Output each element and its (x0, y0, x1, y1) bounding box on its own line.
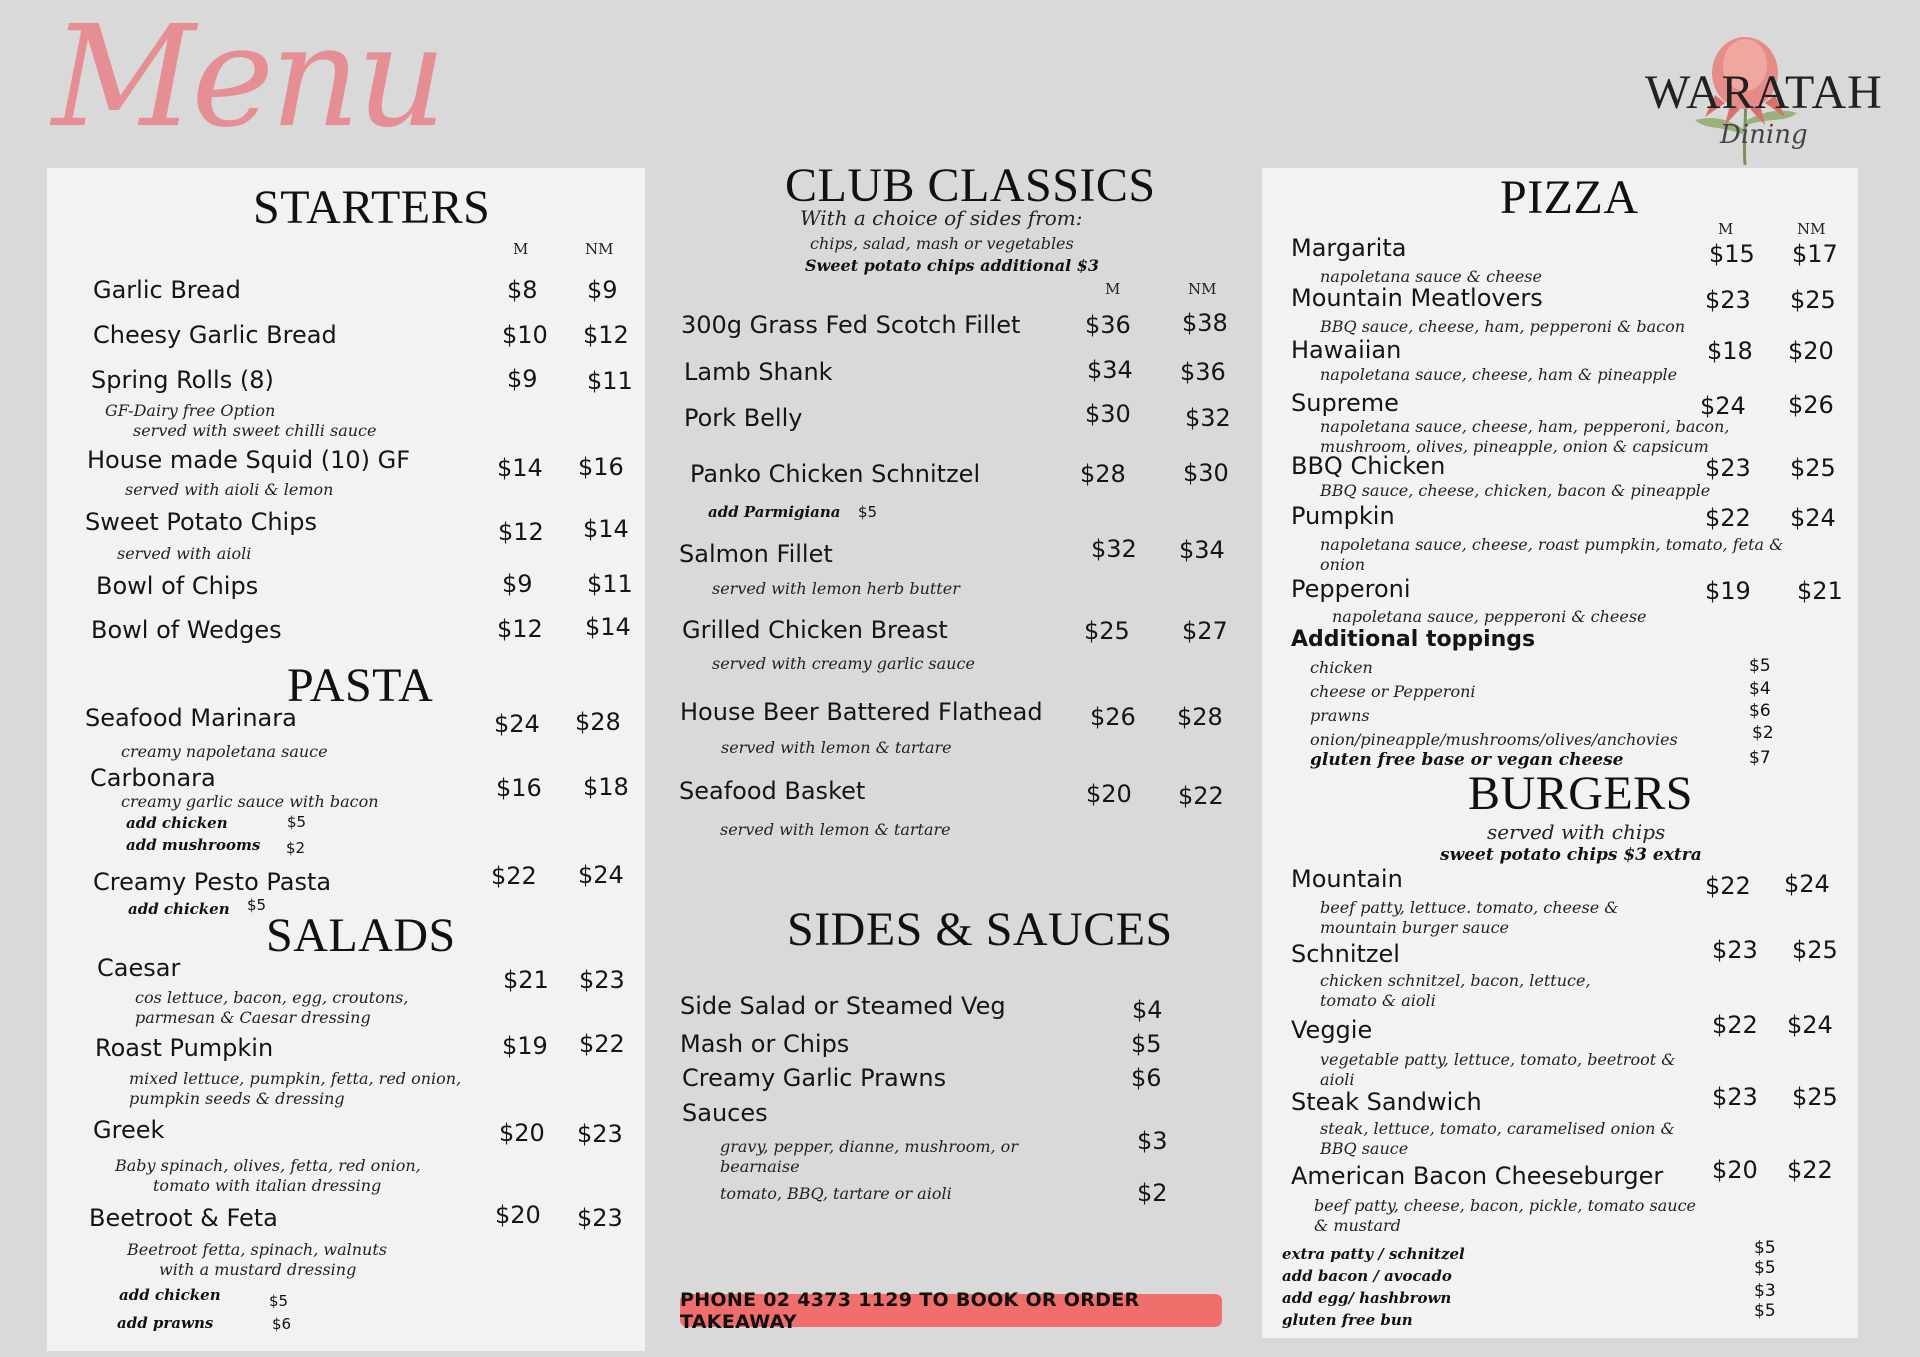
item-name: Veggie (1291, 1016, 1373, 1044)
item-note: pumpkin seeds & dressing (129, 1089, 345, 1108)
item-name: Panko Chicken Schnitzel (690, 460, 981, 488)
item-note: mushroom, olives, pineapple, onion & capsicum (1320, 437, 1709, 456)
price-m: $25 (1084, 617, 1130, 645)
item-note: tomato & aioli (1320, 991, 1436, 1010)
item-note: creamy garlic sauce with bacon (121, 792, 379, 811)
price-m: $28 (1080, 460, 1126, 488)
price-nm: $24 (1790, 504, 1836, 532)
item-price: $6 (1131, 1064, 1162, 1092)
price-m: $23 (1712, 936, 1758, 964)
item-note: parmesan & Caesar dressing (135, 1008, 371, 1027)
price-m: $24 (1700, 392, 1746, 420)
price-m: $21 (503, 966, 549, 994)
price-nm: $14 (585, 613, 631, 641)
club-subtitle: With a choice of sides from: (800, 206, 1083, 230)
price-nm: $14 (583, 515, 629, 543)
item-name: Beetroot & Feta (89, 1204, 278, 1232)
price-m: $18 (1707, 337, 1753, 365)
item-note: mountain burger sauce (1320, 918, 1510, 937)
topping-price: $7 (1749, 748, 1771, 768)
extra-price: $5 (1754, 1301, 1776, 1321)
extra-price: $5 (1754, 1238, 1776, 1258)
item-name: Greek (93, 1116, 165, 1144)
menu-title: Menu (52, 0, 443, 159)
item-name: House made Squid (10) GF (87, 446, 411, 474)
item-name: American Bacon Cheeseburger (1291, 1162, 1664, 1190)
item-name: Schnitzel (1291, 940, 1400, 968)
item-name: Seafood Basket (679, 777, 866, 805)
item-note: BBQ sauce, cheese, chicken, bacon & pineapple (1320, 481, 1711, 500)
price-nm: $28 (1177, 703, 1223, 731)
item-name: Mountain (1291, 865, 1403, 893)
item-price: $4 (1132, 996, 1163, 1024)
item-name: Hawaiian (1291, 336, 1402, 364)
item-note: aioli (1320, 1070, 1355, 1089)
price-nm: $18 (583, 773, 629, 801)
sides-heading: SIDES & SAUCES (787, 903, 1173, 956)
item-note: served with lemon & tartare (720, 820, 951, 839)
extra-label: gluten free bun (1282, 1311, 1413, 1329)
price-nm: $25 (1790, 454, 1836, 482)
item-name: Supreme (1291, 389, 1399, 417)
price-nm: $24 (1784, 870, 1830, 898)
price-nm: $30 (1183, 459, 1229, 487)
item-note: napoletana sauce & cheese (1320, 267, 1542, 286)
sauce-note: gravy, pepper, dianne, mushroom, or (720, 1137, 1018, 1156)
item-note: Beetroot fetta, spinach, walnuts (127, 1240, 387, 1259)
addon-price: $5 (858, 503, 878, 521)
addon-label: add mushrooms (126, 836, 261, 854)
price-nm: $11 (587, 367, 633, 395)
price-nm: $16 (578, 453, 624, 481)
item-note: Baby spinach, olives, fetta, red onion, (115, 1156, 421, 1175)
item-name: Lamb Shank (684, 358, 833, 386)
price-nm: $25 (1790, 286, 1836, 314)
item-note: steak, lettuce, tomato, caramelised onion & (1320, 1119, 1675, 1138)
addon-price: $2 (286, 839, 306, 857)
topping-label: onion/pineapple/mushrooms/olives/anchovies (1310, 730, 1678, 749)
price-m: $19 (502, 1032, 548, 1060)
toppings-heading: Additional toppings (1291, 627, 1536, 652)
price-m: $23 (1705, 454, 1751, 482)
pizza-m-header: M (1718, 220, 1734, 238)
sauce-price: $3 (1137, 1127, 1168, 1155)
price-m: $12 (498, 518, 544, 546)
addon-label: add chicken (119, 1286, 221, 1304)
price-m: $10 (502, 321, 548, 349)
item-name: Creamy Garlic Prawns (682, 1064, 947, 1092)
extra-label: add egg/ hashbrown (1282, 1289, 1452, 1307)
item-name: Sweet Potato Chips (85, 508, 317, 536)
item-note: vegetable patty, lettuce, tomato, beetroot & (1320, 1050, 1676, 1069)
price-m: $22 (1705, 872, 1751, 900)
addon-price: $5 (287, 813, 307, 831)
club-nm-header: NM (1188, 280, 1217, 298)
price-nm: $20 (1788, 337, 1834, 365)
price-nm: $22 (1787, 1156, 1833, 1184)
item-name: House Beer Battered Flathead (680, 698, 1043, 726)
price-m: $20 (1086, 780, 1132, 808)
price-m: $20 (495, 1201, 541, 1229)
price-nm: $28 (575, 708, 621, 736)
club-sweet-potato-note: Sweet potato chips additional $3 (805, 256, 1099, 275)
item-name: Garlic Bread (93, 276, 241, 304)
price-m: $22 (491, 862, 537, 890)
salads-heading: SALADS (266, 909, 456, 962)
item-name: Mountain Meatlovers (1291, 284, 1543, 312)
topping-price: $6 (1749, 701, 1771, 721)
topping-price: $2 (1752, 723, 1774, 743)
price-m: $24 (494, 710, 540, 738)
price-m: $22 (1712, 1011, 1758, 1039)
item-note: served with sweet chilli sauce (133, 421, 377, 440)
item-price: $5 (1131, 1030, 1162, 1058)
item-note: BBQ sauce, cheese, ham, pepperoni & bacon (1320, 317, 1686, 336)
price-nm: $22 (1178, 782, 1224, 810)
item-note: served with aioli (117, 544, 252, 563)
phone-banner: PHONE 02 4373 1129 TO BOOK OR ORDER TAKEAWAY (680, 1294, 1222, 1327)
price-m: $15 (1709, 240, 1755, 268)
price-nm: $22 (579, 1030, 625, 1058)
addon-label: add chicken (126, 814, 228, 832)
topping-label: chicken (1310, 658, 1373, 677)
right-column (1262, 168, 1858, 1338)
burgers-sweet-potato-note: sweet potato chips $3 extra (1440, 845, 1702, 865)
addon-price: $6 (272, 1315, 292, 1333)
extra-label: add bacon / avocado (1282, 1267, 1452, 1285)
club-sides-note: chips, salad, mash or vegetables (810, 234, 1074, 253)
item-note: served with creamy garlic sauce (712, 654, 975, 673)
item-note: tomato with italian dressing (153, 1176, 382, 1195)
price-m: $8 (507, 276, 538, 304)
price-nm: $24 (1787, 1011, 1833, 1039)
item-note: onion (1320, 555, 1365, 574)
item-name: Carbonara (90, 764, 216, 792)
price-nm: $12 (583, 321, 629, 349)
price-m: $36 (1085, 311, 1131, 339)
price-nm: $27 (1182, 617, 1228, 645)
sauces-label: Sauces (682, 1099, 768, 1127)
price-m: $22 (1705, 504, 1751, 532)
item-name: Caesar (97, 954, 181, 982)
price-nm: $36 (1180, 358, 1226, 386)
addon-price: $5 (247, 896, 267, 914)
sauce-note: tomato, BBQ, tartare or aioli (720, 1184, 952, 1203)
item-name: Margarita (1291, 234, 1407, 262)
starters-m-header: M (513, 240, 529, 258)
starters-nm-header: NM (585, 240, 614, 258)
item-name: Side Salad or Steamed Veg (680, 992, 1006, 1020)
price-m: $26 (1090, 703, 1136, 731)
price-nm: $34 (1179, 536, 1225, 564)
pizza-heading: PIZZA (1500, 171, 1639, 224)
pizza-nm-header: NM (1797, 220, 1826, 238)
club-classics-heading: CLUB CLASSICS (785, 159, 1156, 212)
item-note: BBQ sauce (1320, 1139, 1409, 1158)
item-note: served with aioli & lemon (125, 480, 334, 499)
item-name: Spring Rolls (8) (91, 366, 274, 394)
item-name: Pepperoni (1291, 575, 1411, 603)
price-nm: $21 (1797, 577, 1843, 605)
item-name: Creamy Pesto Pasta (93, 868, 332, 896)
waratah-logo (1640, 25, 1900, 175)
price-m: $19 (1705, 577, 1751, 605)
topping-label: gluten free base or vegan cheese (1310, 750, 1624, 770)
price-nm: $9 (587, 276, 618, 304)
price-m: $16 (496, 774, 542, 802)
left-column (47, 168, 645, 1351)
item-note: served with lemon herb butter (712, 579, 960, 598)
price-m: $32 (1091, 535, 1137, 563)
item-note: chicken schnitzel, bacon, lettuce, (1320, 971, 1591, 990)
price-m: $20 (1712, 1156, 1758, 1184)
price-nm: $23 (579, 966, 625, 994)
price-nm: $25 (1792, 1083, 1838, 1111)
item-note: mixed lettuce, pumpkin, fetta, red onion, (129, 1069, 462, 1088)
price-m: $23 (1705, 286, 1751, 314)
extra-label: extra patty / schnitzel (1282, 1245, 1465, 1263)
price-nm: $25 (1792, 936, 1838, 964)
price-nm: $17 (1792, 240, 1838, 268)
item-note: cos lettuce, bacon, egg, croutons, (135, 988, 409, 1007)
topping-label: prawns (1310, 706, 1370, 725)
extra-price: $5 (1754, 1258, 1776, 1278)
item-name: Grilled Chicken Breast (682, 616, 948, 644)
price-m: $23 (1712, 1083, 1758, 1111)
price-m: $9 (507, 365, 538, 393)
item-name: Cheesy Garlic Bread (93, 321, 337, 349)
price-m: $30 (1085, 400, 1131, 428)
addon-price: $5 (269, 1292, 289, 1310)
price-nm: $26 (1788, 391, 1834, 419)
logo-subtitle: Dining (1720, 120, 1808, 150)
item-name: Salmon Fillet (679, 540, 833, 568)
logo-name: WARATAH (1645, 66, 1883, 119)
price-m: $20 (499, 1119, 545, 1147)
item-name: Bowl of Wedges (91, 616, 282, 644)
club-m-header: M (1105, 280, 1121, 298)
item-note: beef patty, cheese, bacon, pickle, tomato sauce (1314, 1196, 1696, 1215)
item-note: napoletana sauce, pepperoni & cheese (1332, 607, 1647, 626)
topping-label: cheese or Pepperoni (1310, 682, 1476, 701)
item-note: & mustard (1314, 1216, 1401, 1235)
item-name: Bowl of Chips (96, 572, 259, 600)
item-name: Steak Sandwich (1291, 1088, 1482, 1116)
addon-label: add prawns (117, 1314, 214, 1332)
item-name: Roast Pumpkin (95, 1034, 274, 1062)
item-name: BBQ Chicken (1291, 452, 1446, 480)
addon-label: add Parmigiana (708, 503, 841, 521)
price-nm: $11 (587, 570, 633, 598)
price-nm: $32 (1185, 404, 1231, 432)
item-note: served with lemon & tartare (721, 738, 952, 757)
item-note: beef patty, lettuce. tomato, cheese & (1320, 898, 1619, 917)
price-m: $34 (1087, 356, 1133, 384)
price-nm: $23 (577, 1120, 623, 1148)
sauce-note: bearnaise (720, 1157, 800, 1176)
item-note: with a mustard dressing (159, 1260, 357, 1279)
extra-price: $3 (1754, 1281, 1776, 1301)
item-note: napoletana sauce, cheese, ham & pineapple (1320, 365, 1678, 384)
item-name: Mash or Chips (680, 1030, 850, 1058)
sauce-price: $2 (1137, 1179, 1168, 1207)
item-note: napoletana sauce, cheese, roast pumpkin, tomato, feta & (1320, 535, 1784, 554)
burgers-subtitle: served with chips (1487, 820, 1666, 844)
topping-price: $5 (1749, 656, 1771, 676)
item-name: Seafood Marinara (85, 704, 297, 732)
item-name: Pumpkin (1291, 502, 1395, 530)
price-nm: $38 (1182, 309, 1228, 337)
price-m: $14 (497, 454, 543, 482)
price-nm: $24 (578, 861, 624, 889)
burgers-heading: BURGERS (1468, 767, 1693, 820)
item-note: creamy napoletana sauce (121, 742, 328, 761)
topping-price: $4 (1749, 679, 1771, 699)
item-note: GF-Dairy free Option (105, 401, 276, 420)
item-note: napoletana sauce, cheese, ham, pepperoni, bacon, (1320, 417, 1730, 436)
addon-label: add chicken (128, 900, 230, 918)
item-name: 300g Grass Fed Scotch Fillet (681, 311, 1021, 339)
price-nm: $23 (577, 1204, 623, 1232)
item-name: Pork Belly (684, 404, 803, 432)
price-m: $9 (502, 570, 533, 598)
pasta-heading: PASTA (287, 659, 434, 712)
starters-heading: STARTERS (253, 181, 491, 234)
price-m: $12 (497, 615, 543, 643)
